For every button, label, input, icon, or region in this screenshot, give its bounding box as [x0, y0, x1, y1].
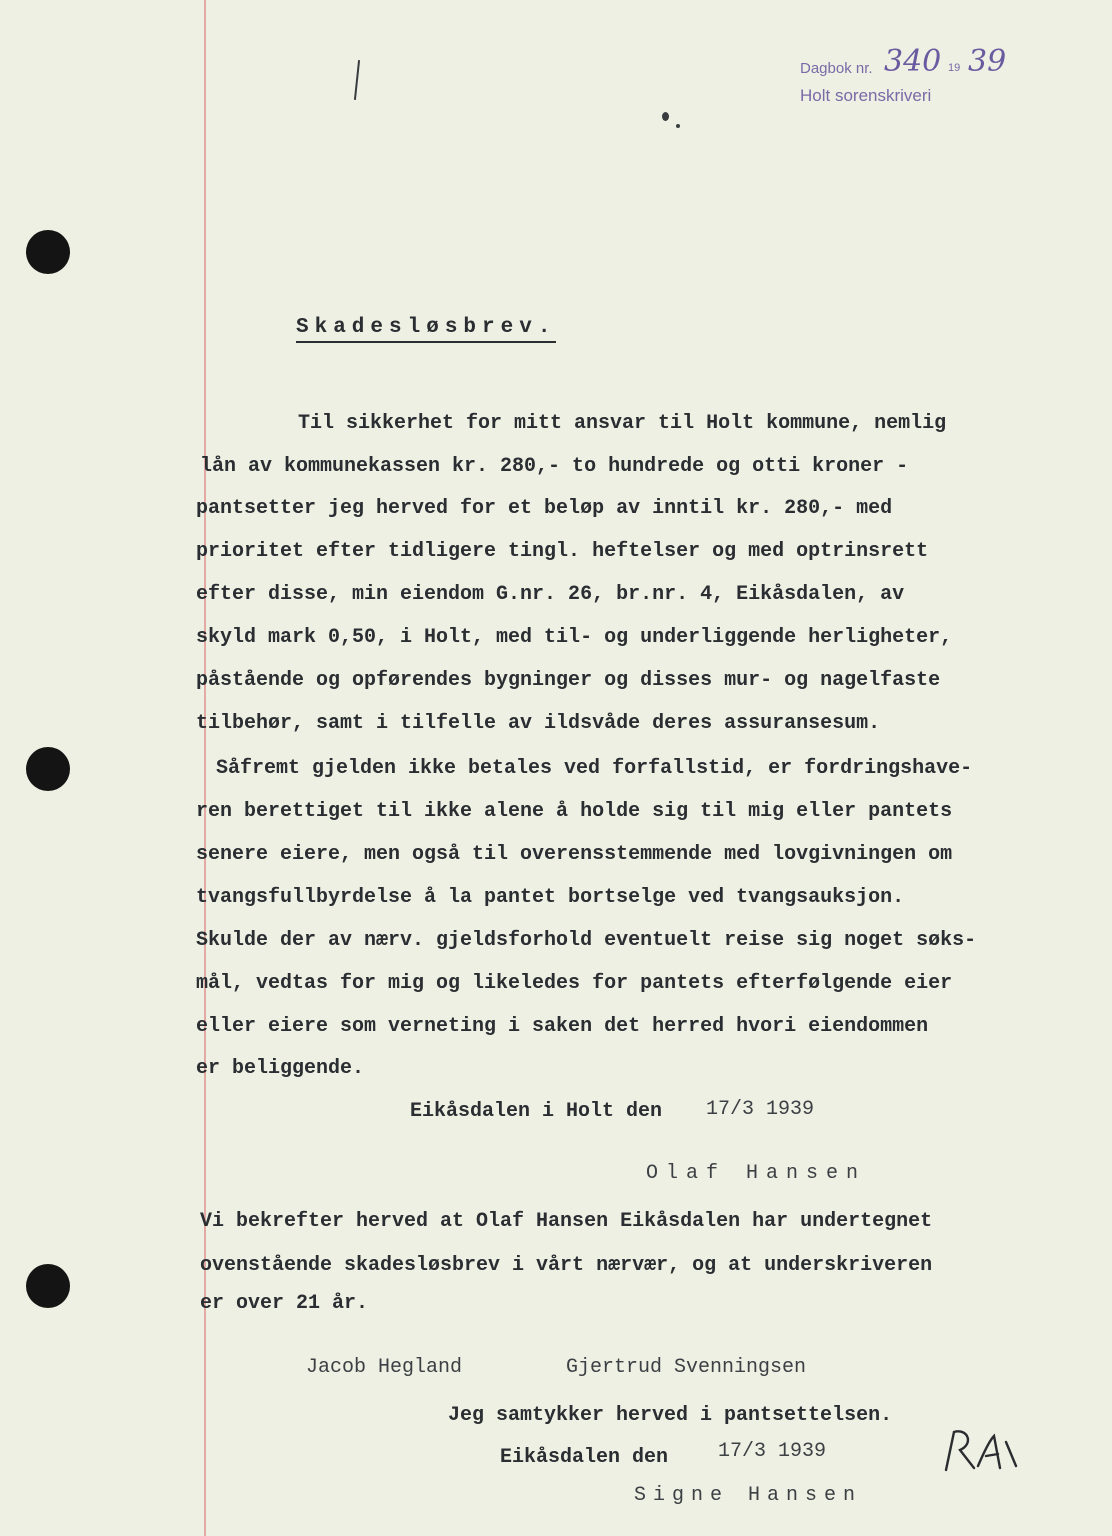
witness-name: Jacob Hegland	[306, 1356, 463, 1379]
consent-signatory-name: Signe Hansen	[634, 1484, 863, 1507]
consent-date-value: 17/3 1939	[718, 1440, 827, 1463]
body-line: tilbehør, samt i tilfelle av ildsvåde deres assuransesum.	[196, 712, 881, 735]
body-line: mål, vedtas for mig og likeledes for pantets efterfølgende eier	[196, 972, 953, 995]
journal-year-prefix: 19	[948, 62, 961, 74]
consent-place-label: Eikåsdalen den	[500, 1446, 669, 1469]
punch-hole	[26, 1264, 70, 1308]
place-date-label: Eikåsdalen i Holt den	[410, 1100, 663, 1123]
body-line: skyld mark 0,50, i Holt, med til- og underliggende herligheter,	[196, 626, 953, 649]
body-line: pantsetter jeg herved for et beløp av inntil kr. 280,- med	[196, 497, 893, 520]
signatory-name: Olaf Hansen	[646, 1162, 867, 1185]
ink-speck	[676, 124, 680, 128]
body-line: tvangsfullbyrdelse å la pantet bortselge ved tvangsauksjon.	[196, 886, 905, 909]
witness-line: er over 21 år.	[200, 1292, 369, 1315]
body-line: senere eiere, men også til overensstemmende med lovgivningen om	[196, 843, 953, 866]
journal-number: 340	[884, 44, 942, 79]
body-line: prioritet efter tidligere tingl. heftelser og med optrinsrett	[196, 540, 929, 563]
body-line: ren berettiget til ikke alene å holde sig til mig eller pantets	[196, 800, 953, 823]
body-line: efter disse, min eiendom G.nr. 26, br.nr. 4, Eikåsdalen, av	[196, 583, 905, 606]
ink-speck	[662, 112, 669, 121]
body-line: er beliggende.	[196, 1057, 365, 1080]
body-line: eller eiere som verneting i saken det herred hvori eiendommen	[196, 1015, 929, 1038]
witness-line: Vi bekrefter herved at Olaf Hansen Eikåsdalen har undertegnet	[200, 1210, 933, 1233]
document-title: Skadesløsbrev.	[296, 316, 556, 343]
punch-hole	[26, 747, 70, 791]
journal-stamp-label: Dagbok nr.	[800, 60, 873, 77]
body-line: lån av kommunekassen kr. 280,- to hundrede og otti kroner -	[200, 455, 909, 478]
handwritten-initials	[938, 1422, 1024, 1478]
body-line: Såfremt gjelden ikke betales ved forfallstid, er fordringshave-	[216, 757, 973, 780]
body-line: Skulde der av nærv. gjeldsforhold eventuelt reise sig noget søks-	[196, 929, 977, 952]
journal-year: 39	[968, 44, 1007, 79]
body-line: Til sikkerhet for mitt ansvar til Holt kommune, nemlig	[298, 412, 947, 435]
witness-line: ovenstående skadesløsbrev i vårt nærvær, og at underskriveren	[200, 1254, 933, 1277]
consent-line: Jeg samtykker herved i pantsettelsen.	[448, 1404, 893, 1427]
body-line: påstående og opførendes bygninger og disses mur- og nagelfaste	[196, 669, 941, 692]
punch-hole	[26, 230, 70, 274]
stray-pen-mark	[354, 60, 360, 100]
place-date-value: 17/3 1939	[706, 1098, 815, 1121]
court-office-stamp: Holt sorenskriveri	[800, 86, 932, 105]
witness-name: Gjertrud Svenningsen	[566, 1356, 807, 1379]
